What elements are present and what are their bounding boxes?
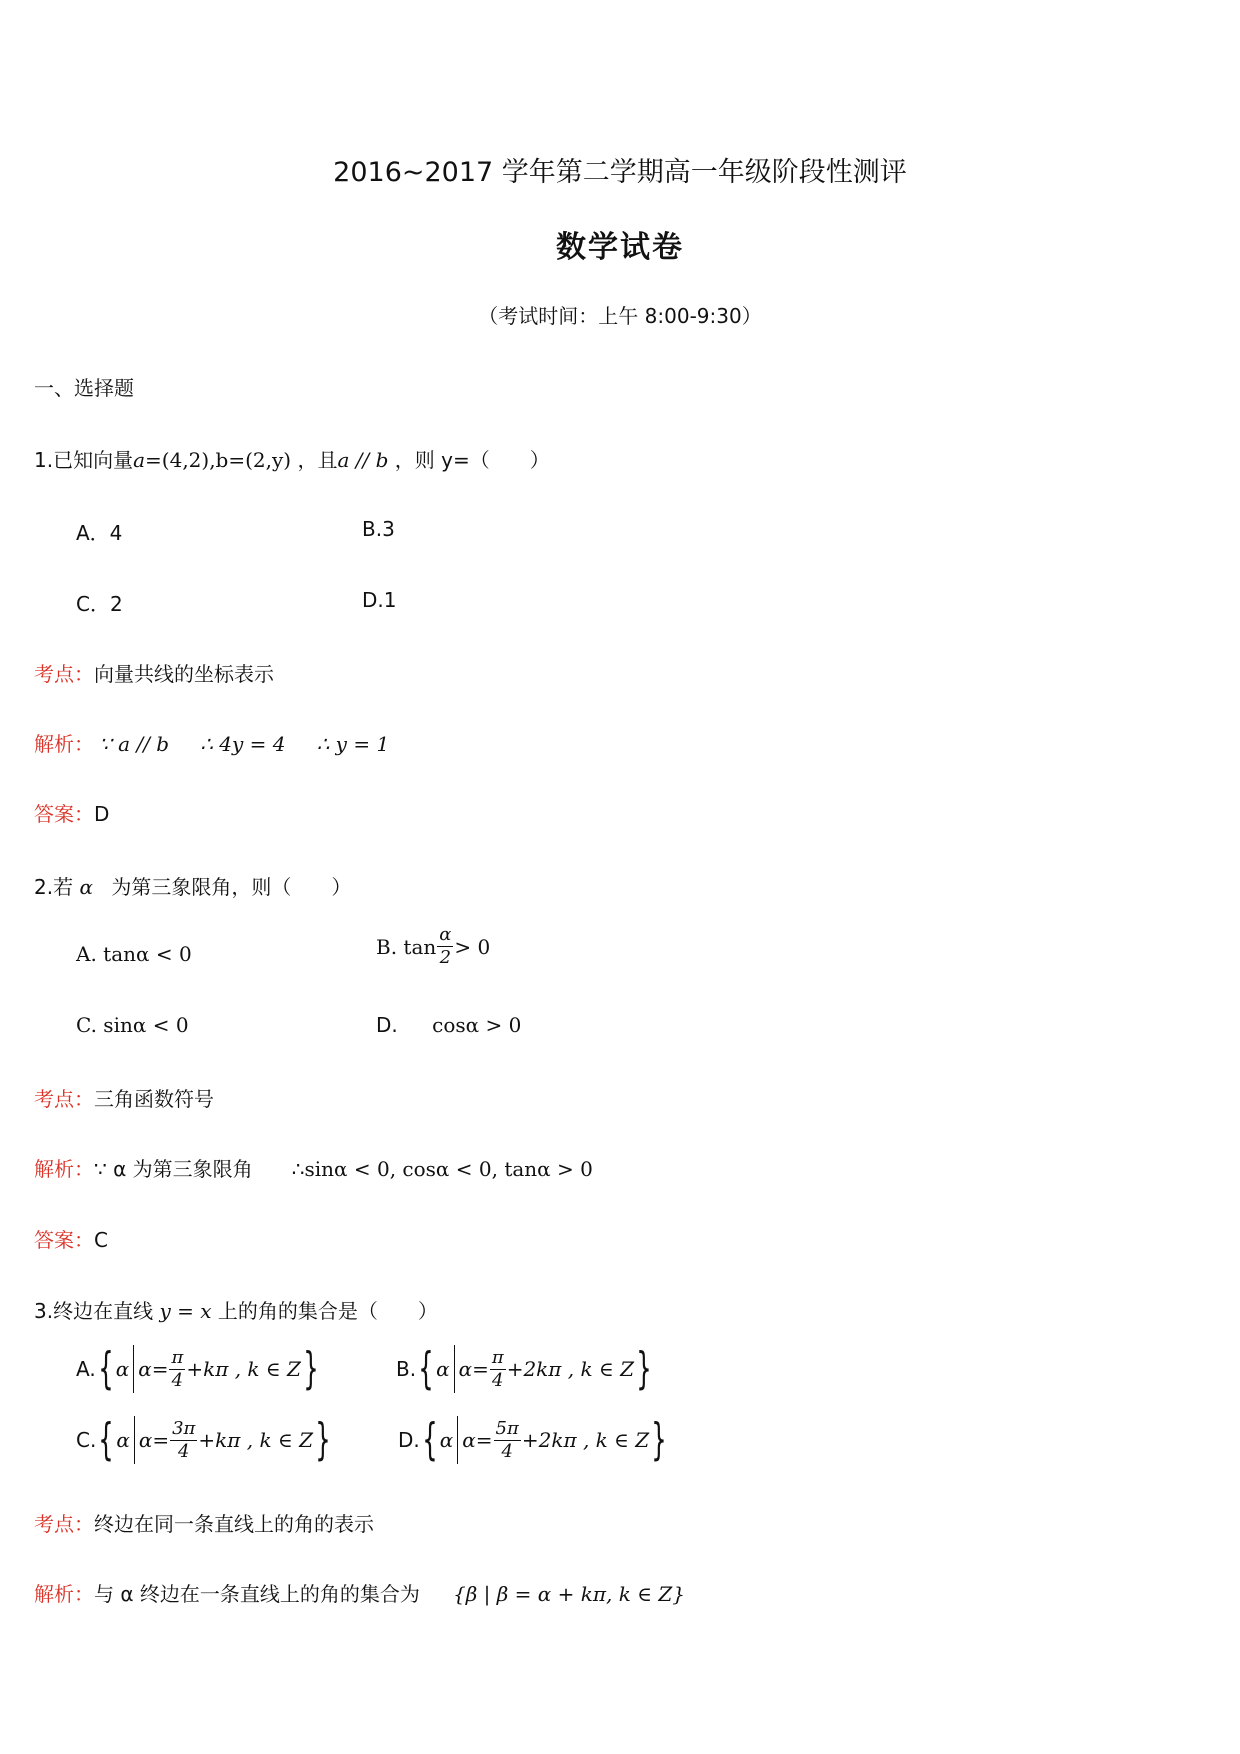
set-bar — [133, 1345, 134, 1393]
q1-kaodian — [34, 658, 274, 687]
kaodian-text: 三角函数符号 — [94, 1087, 214, 1111]
q2-optb-suffix: > 0 — [454, 934, 491, 959]
q1-jiexi-step-1: ∵ a // b — [99, 732, 170, 756]
kaodian-label: 考点： — [34, 1087, 94, 1111]
kaodian-label: 考点： — [34, 662, 94, 686]
exam-subtitle: 数学试卷 — [556, 230, 684, 265]
question-3 — [34, 1295, 438, 1324]
q3-opta-fraction — [169, 1346, 185, 1391]
q2-optd-expr: cosα > 0 — [432, 1013, 522, 1037]
left-brace-icon: { — [97, 1343, 114, 1394]
q3-optd-den: 4 — [501, 1440, 513, 1462]
q1-parallel: a // b — [337, 448, 389, 472]
q1-prefix: 1.已知向量 — [34, 448, 134, 472]
q1-answer — [34, 798, 109, 827]
q3-opta-tail: +kπ , k ∈ Z — [186, 1357, 301, 1381]
q1-vector-values: =(4,2),b=(2,y) — [145, 448, 292, 472]
q2-option-a: A. tanα < 0 — [76, 942, 192, 966]
section-title: 一、选择题 — [34, 376, 134, 400]
q3-optd-label: D. — [398, 1428, 420, 1452]
q2-option-c: C. sinα < 0 — [76, 1013, 189, 1037]
q2-jiexi-step-1: ∵ α 为第三象限角 — [94, 1157, 253, 1181]
jiexi-label: 解析： — [34, 1582, 94, 1606]
right-brace-icon: } — [636, 1343, 652, 1394]
answer-label: 答案： — [34, 1228, 94, 1252]
question-2 — [34, 871, 351, 900]
q1-option-b: B.3 — [362, 517, 395, 541]
q3-kaodian — [34, 1508, 374, 1537]
q3-jiexi-set: {β | β = α + kπ, k ∈ Z} — [453, 1582, 685, 1606]
q1-jiexi — [34, 728, 389, 757]
q3-optc-eq: α= — [138, 1428, 170, 1452]
q3-optc-tail: +kπ , k ∈ Z — [198, 1428, 314, 1452]
jiexi-label: 解析： — [34, 1157, 94, 1181]
left-brace-icon: { — [418, 1343, 434, 1394]
q3-line: y = x — [159, 1299, 212, 1323]
kaodian-text: 终边在同一条直线上的角的表示 — [94, 1512, 374, 1536]
q1-option-a: A．4 — [76, 521, 123, 545]
jiexi-label: 解析： — [34, 732, 94, 756]
q2-suffix: 为第三象限角，则（ ） — [111, 875, 352, 899]
q2-optb-fraction — [437, 926, 453, 967]
left-brace-icon: { — [98, 1414, 115, 1465]
q3-prefix: 3.终边在直线 — [34, 1299, 154, 1323]
left-brace-icon: { — [422, 1414, 438, 1465]
set-bar — [134, 1416, 135, 1464]
q3-optb-label: B. — [396, 1357, 417, 1381]
question-1 — [34, 444, 550, 473]
q3-opta-eq: α= — [138, 1357, 169, 1381]
q3-optb-eq: α= — [458, 1357, 489, 1381]
kaodian-label: 考点： — [34, 1512, 94, 1536]
q3-option-a — [76, 1345, 321, 1393]
q3-optc-fraction — [170, 1417, 197, 1462]
q3-opta-label: A. — [76, 1357, 96, 1381]
q3-jiexi-text: 与 α 终边在一条直线上的角的集合为 — [94, 1582, 420, 1606]
q3-opta-alpha: α — [115, 1357, 130, 1381]
set-bar — [454, 1345, 455, 1393]
right-brace-icon: } — [303, 1343, 319, 1394]
q3-optd-alpha: α — [439, 1428, 454, 1452]
q1-suffix: ，则 y=（ ） — [394, 448, 550, 472]
q2-option-b — [376, 926, 490, 967]
q3-optc-label: C. — [76, 1428, 97, 1452]
q3-optb-den: 4 — [492, 1369, 504, 1391]
q2-kaodian — [34, 1083, 214, 1112]
q3-optc-den: 4 — [178, 1440, 190, 1462]
q3-jiexi — [34, 1578, 685, 1607]
q1-mid: ，且 — [297, 448, 338, 472]
q3-optb-alpha: α — [436, 1357, 450, 1381]
q3-optd-fraction — [494, 1417, 521, 1462]
q3-optd-num: 5π — [495, 1417, 519, 1439]
q3-opta-num: π — [171, 1346, 184, 1368]
q1-vector-a: a — [133, 448, 146, 472]
q3-optc-num: 3π — [172, 1417, 196, 1439]
q1-jiexi-step-3: ∴ y = 1 — [316, 732, 390, 756]
q2-answer — [34, 1224, 108, 1253]
q2-optb-den: 2 — [439, 947, 452, 968]
q3-optb-tail: +2kπ , k ∈ Z — [506, 1357, 635, 1381]
right-brace-icon: } — [315, 1414, 331, 1465]
q3-option-d — [398, 1416, 669, 1464]
q1-jiexi-step-2: ∴ 4y = 4 — [200, 732, 286, 756]
right-brace-icon: } — [651, 1414, 667, 1465]
answer-text: C — [94, 1228, 108, 1252]
q3-option-b — [396, 1345, 654, 1393]
q3-opta-den: 4 — [171, 1369, 184, 1391]
answer-text: D — [94, 802, 110, 826]
exam-time: （考试时间：上午 8:00-9:30） — [478, 304, 762, 328]
q3-option-c — [76, 1416, 333, 1464]
q3-optd-eq: α= — [462, 1428, 493, 1452]
q2-jiexi — [34, 1153, 593, 1182]
q1-option-d: D.1 — [362, 588, 397, 612]
q3-optc-alpha: α — [116, 1428, 130, 1452]
kaodian-text: 向量共线的坐标表示 — [94, 662, 274, 686]
exam-title: 2016~2017 学年第二学期高一年级阶段性测评 — [333, 157, 907, 188]
q3-optb-num: π — [491, 1346, 504, 1368]
q3-optb-fraction — [490, 1346, 506, 1391]
q2-alpha: α — [79, 875, 93, 899]
q2-optd-label: D. — [376, 1013, 398, 1037]
q2-optb-prefix: B. tan — [376, 934, 437, 959]
set-bar — [457, 1416, 458, 1464]
answer-label: 答案： — [34, 802, 94, 826]
q2-prefix: 2.若 — [34, 875, 74, 899]
q2-option-d — [376, 1013, 521, 1037]
q2-jiexi-step-2: ∴sinα < 0, cosα < 0, tanα > 0 — [291, 1157, 593, 1181]
q3-optd-tail: +2kπ , k ∈ Z — [521, 1428, 650, 1452]
q1-option-c: C．2 — [76, 592, 123, 616]
q2-optb-num: α — [439, 924, 452, 945]
q3-suffix: 上的角的集合是（ ） — [217, 1299, 438, 1323]
